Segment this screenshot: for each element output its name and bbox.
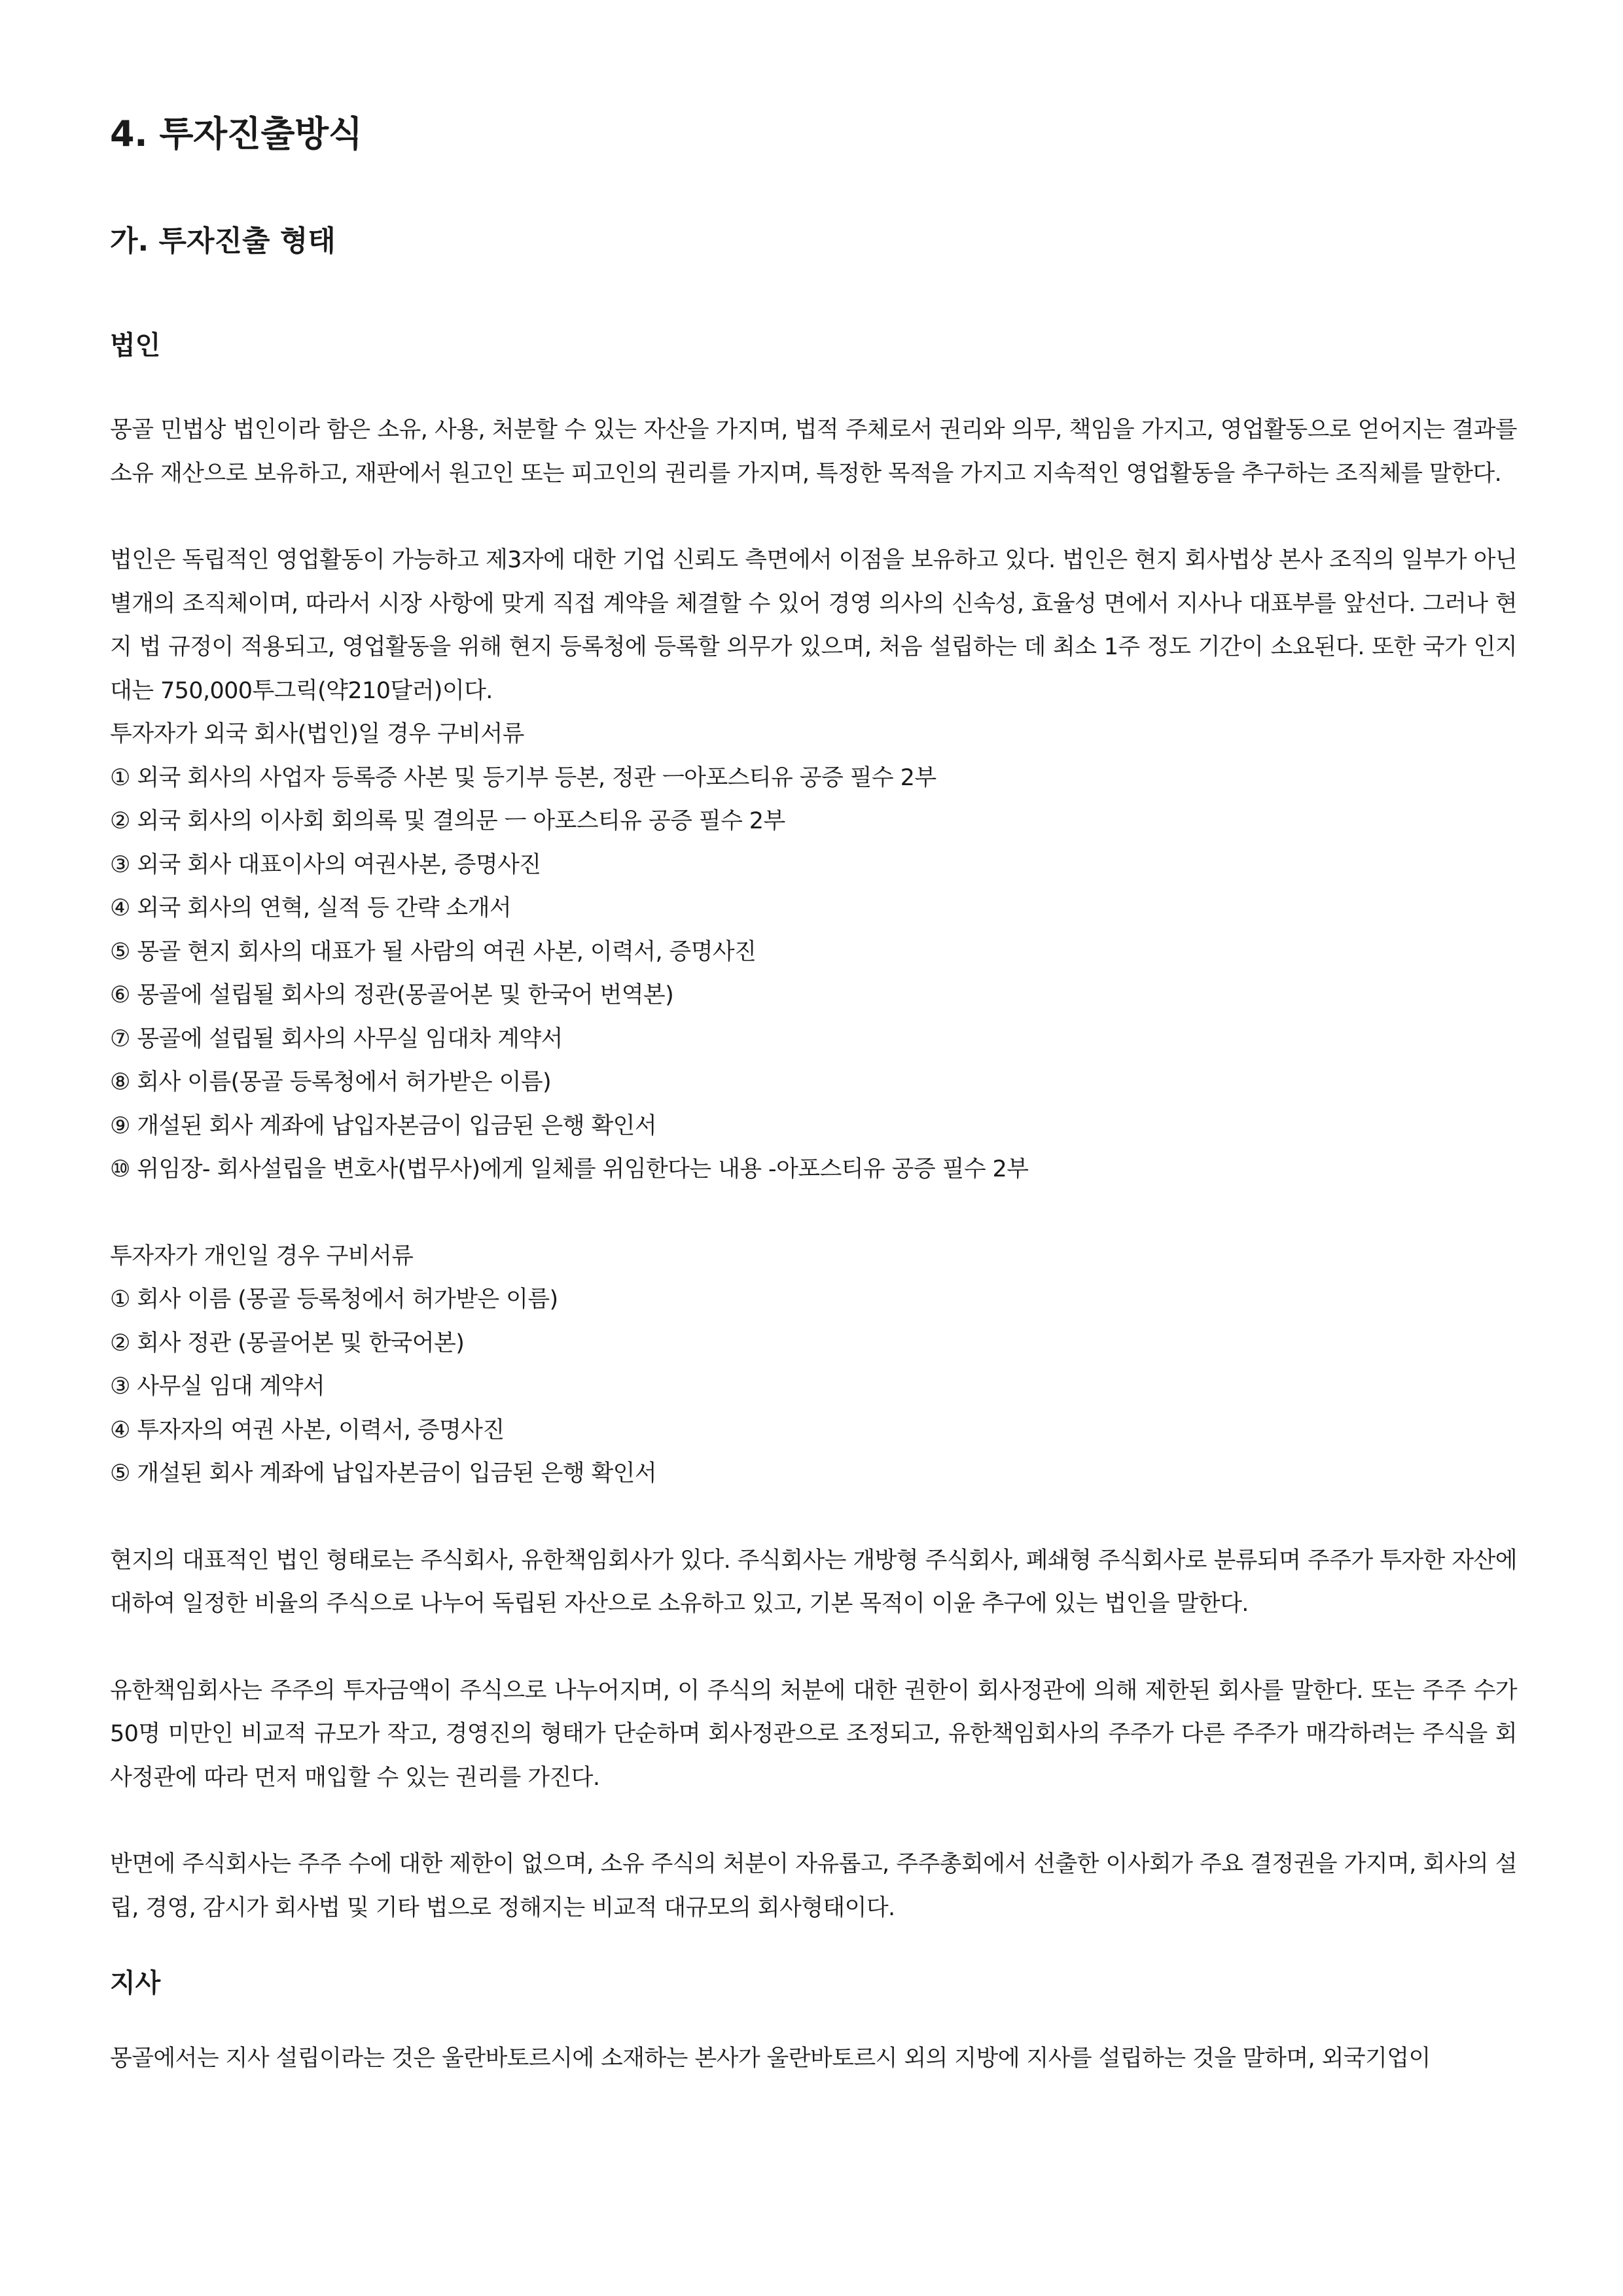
section-title: 4. 투자진출방식 xyxy=(110,113,363,154)
llc-paragraph: 유한책임회사는 주주의 투자금액이 주식으로 나누어지며, 이 주식의 처분에 대한 권한이 회사정관에 의해 제한된 회사를 말한다. 또는 주주 수가 50명 미만인 비교적 규모가 작고, 경영진의 형태가 단순하며 회사정관으로 조정되고, 유한책임회사의 주주가 다른 주주가 매각하려는 주식을 회사정관에 따라 먼저 매입할 수 있는 권리를 가진다. xyxy=(110,1677,1517,1791)
branch-heading: 지사 xyxy=(110,1968,161,1998)
list-item: ① 회사 이름 (몽골 등록청에서 허가받은 이름) xyxy=(110,1286,558,1313)
corporation-types-paragraph: 현지의 대표적인 법인 형태로는 주식회사, 유한책임회사가 있다. 주식회사는 개방형 주식회사, 폐쇄형 주식회사로 분류되며 주주가 투자한 자산에 대하여 일정한 비율의 주식으로 나누어 독립된 자산으로 소유하고 있고, 기본 목적이 이윤 추구에 있는 법인을 말한다. xyxy=(110,1547,1517,1617)
list-item: ⑧ 회사 이름(몽골 등록청에서 허가받은 이름) xyxy=(110,1069,552,1095)
list-item: ③ 사무실 임대 계약서 xyxy=(110,1373,325,1400)
list-item: ⑥ 몽골에 설립될 회사의 정관(몽골어본 및 한국어 번역본) xyxy=(110,982,674,1008)
foreign-docs-list xyxy=(110,756,1517,1192)
list-item: ④ 투자자의 여권 사본, 이력서, 증명사진 xyxy=(110,1417,505,1443)
list-item: ② 외국 회사의 이사회 회의록 및 결의문 ㅡ 아포스티유 공증 필수 2부 xyxy=(110,808,785,834)
individual-docs-list xyxy=(110,1278,1517,1496)
list-item: ① 외국 회사의 사업자 등록증 사본 및 등기부 등본, 정관 ㅡ아포스티유 공증 필수 2부 xyxy=(110,764,936,791)
list-item: ⑦ 몽골에 설립될 회사의 사무실 임대차 계약서 xyxy=(110,1025,563,1052)
corporation-advantages-paragraph: 법인은 독립적인 영업활동이 가능하고 제3자에 대한 기업 신뢰도 측면에서 이점을 보유하고 있다. 법인은 현지 회사법상 본사 조직의 일부가 아닌 별개의 조직체이며, 따라서 시장 사항에 맞게 직접 계약을 체결할 수 있어 경영 의사의 신속성, 효율성 면에서 지사나 대표부를 앞선다. 그러나 현지 법 규정이 적용되고, 영업활동을 위해 현지 등록청에 등록할 의무가 있으며, 처음 설립하는 데 최소 1주 정도 기간이 소요된다. 또한 국가 인지대는 750,000투그릭(약210달러)이다. xyxy=(110,547,1517,704)
list-item: ⑤ 몽골 현지 회사의 대표가 될 사람의 여권 사본, 이력서, 증명사진 xyxy=(110,938,757,965)
list-item: ② 회사 정관 (몽골어본 및 한국어본) xyxy=(110,1330,465,1356)
foreign-docs-title: 투자자가 외국 회사(법인)일 경우 구비서류 xyxy=(110,721,524,747)
joint-stock-paragraph: 반면에 주식회사는 주주 수에 대한 제한이 없으며, 소유 주식의 처분이 자유롭고, 주주총회에서 선출한 이사회가 주요 결정권을 가지며, 회사의 설립, 경영, 감시가 회사법 및 기타 법으로 정해지는 비교적 대규모의 회사형태이다. xyxy=(110,1851,1517,1921)
list-item: ④ 외국 회사의 연혁, 실적 등 간략 소개서 xyxy=(110,895,512,921)
list-item: ⑨ 개설된 회사 계좌에 납입자본금이 입금된 은행 확인서 xyxy=(110,1112,657,1139)
list-item: ⑤ 개설된 회사 계좌에 납입자본금이 입금된 은행 확인서 xyxy=(110,1460,657,1487)
list-item: ⑩ 위임장- 회사설립을 변호사(법무사)에게 일체를 위임한다는 내용 -아포스티유 공증 필수 2부 xyxy=(110,1156,1029,1182)
branch-paragraph: 몽골에서는 지사 설립이라는 것은 울란바토르시에 소재하는 본사가 울란바토르시 외의 지방에 지사를 설립하는 것을 말하며, 외국기업이 xyxy=(110,2045,1431,2072)
subsection-title: 가. 투자진출 형태 xyxy=(110,224,336,258)
corporation-definition-paragraph: 몽골 민법상 법인이라 함은 소유, 사용, 처분할 수 있는 자산을 가지며, 법적 주체로서 권리와 의무, 책임을 가지고, 영업활동으로 얻어지는 결과를 소유 재산으로 보유하고, 재판에서 원고인 또는 피고인의 권리를 가지며, 특정한 목적을 가지고 지속적인 영업활동을 추구하는 조직체를 말한다. xyxy=(110,417,1517,487)
corporation-heading: 법인 xyxy=(110,330,161,361)
list-item: ③ 외국 회사 대표이사의 여권사본, 증명사진 xyxy=(110,851,541,878)
individual-docs-title: 투자자가 개인일 경우 구비서류 xyxy=(110,1243,414,1269)
document-page xyxy=(110,105,1517,2081)
